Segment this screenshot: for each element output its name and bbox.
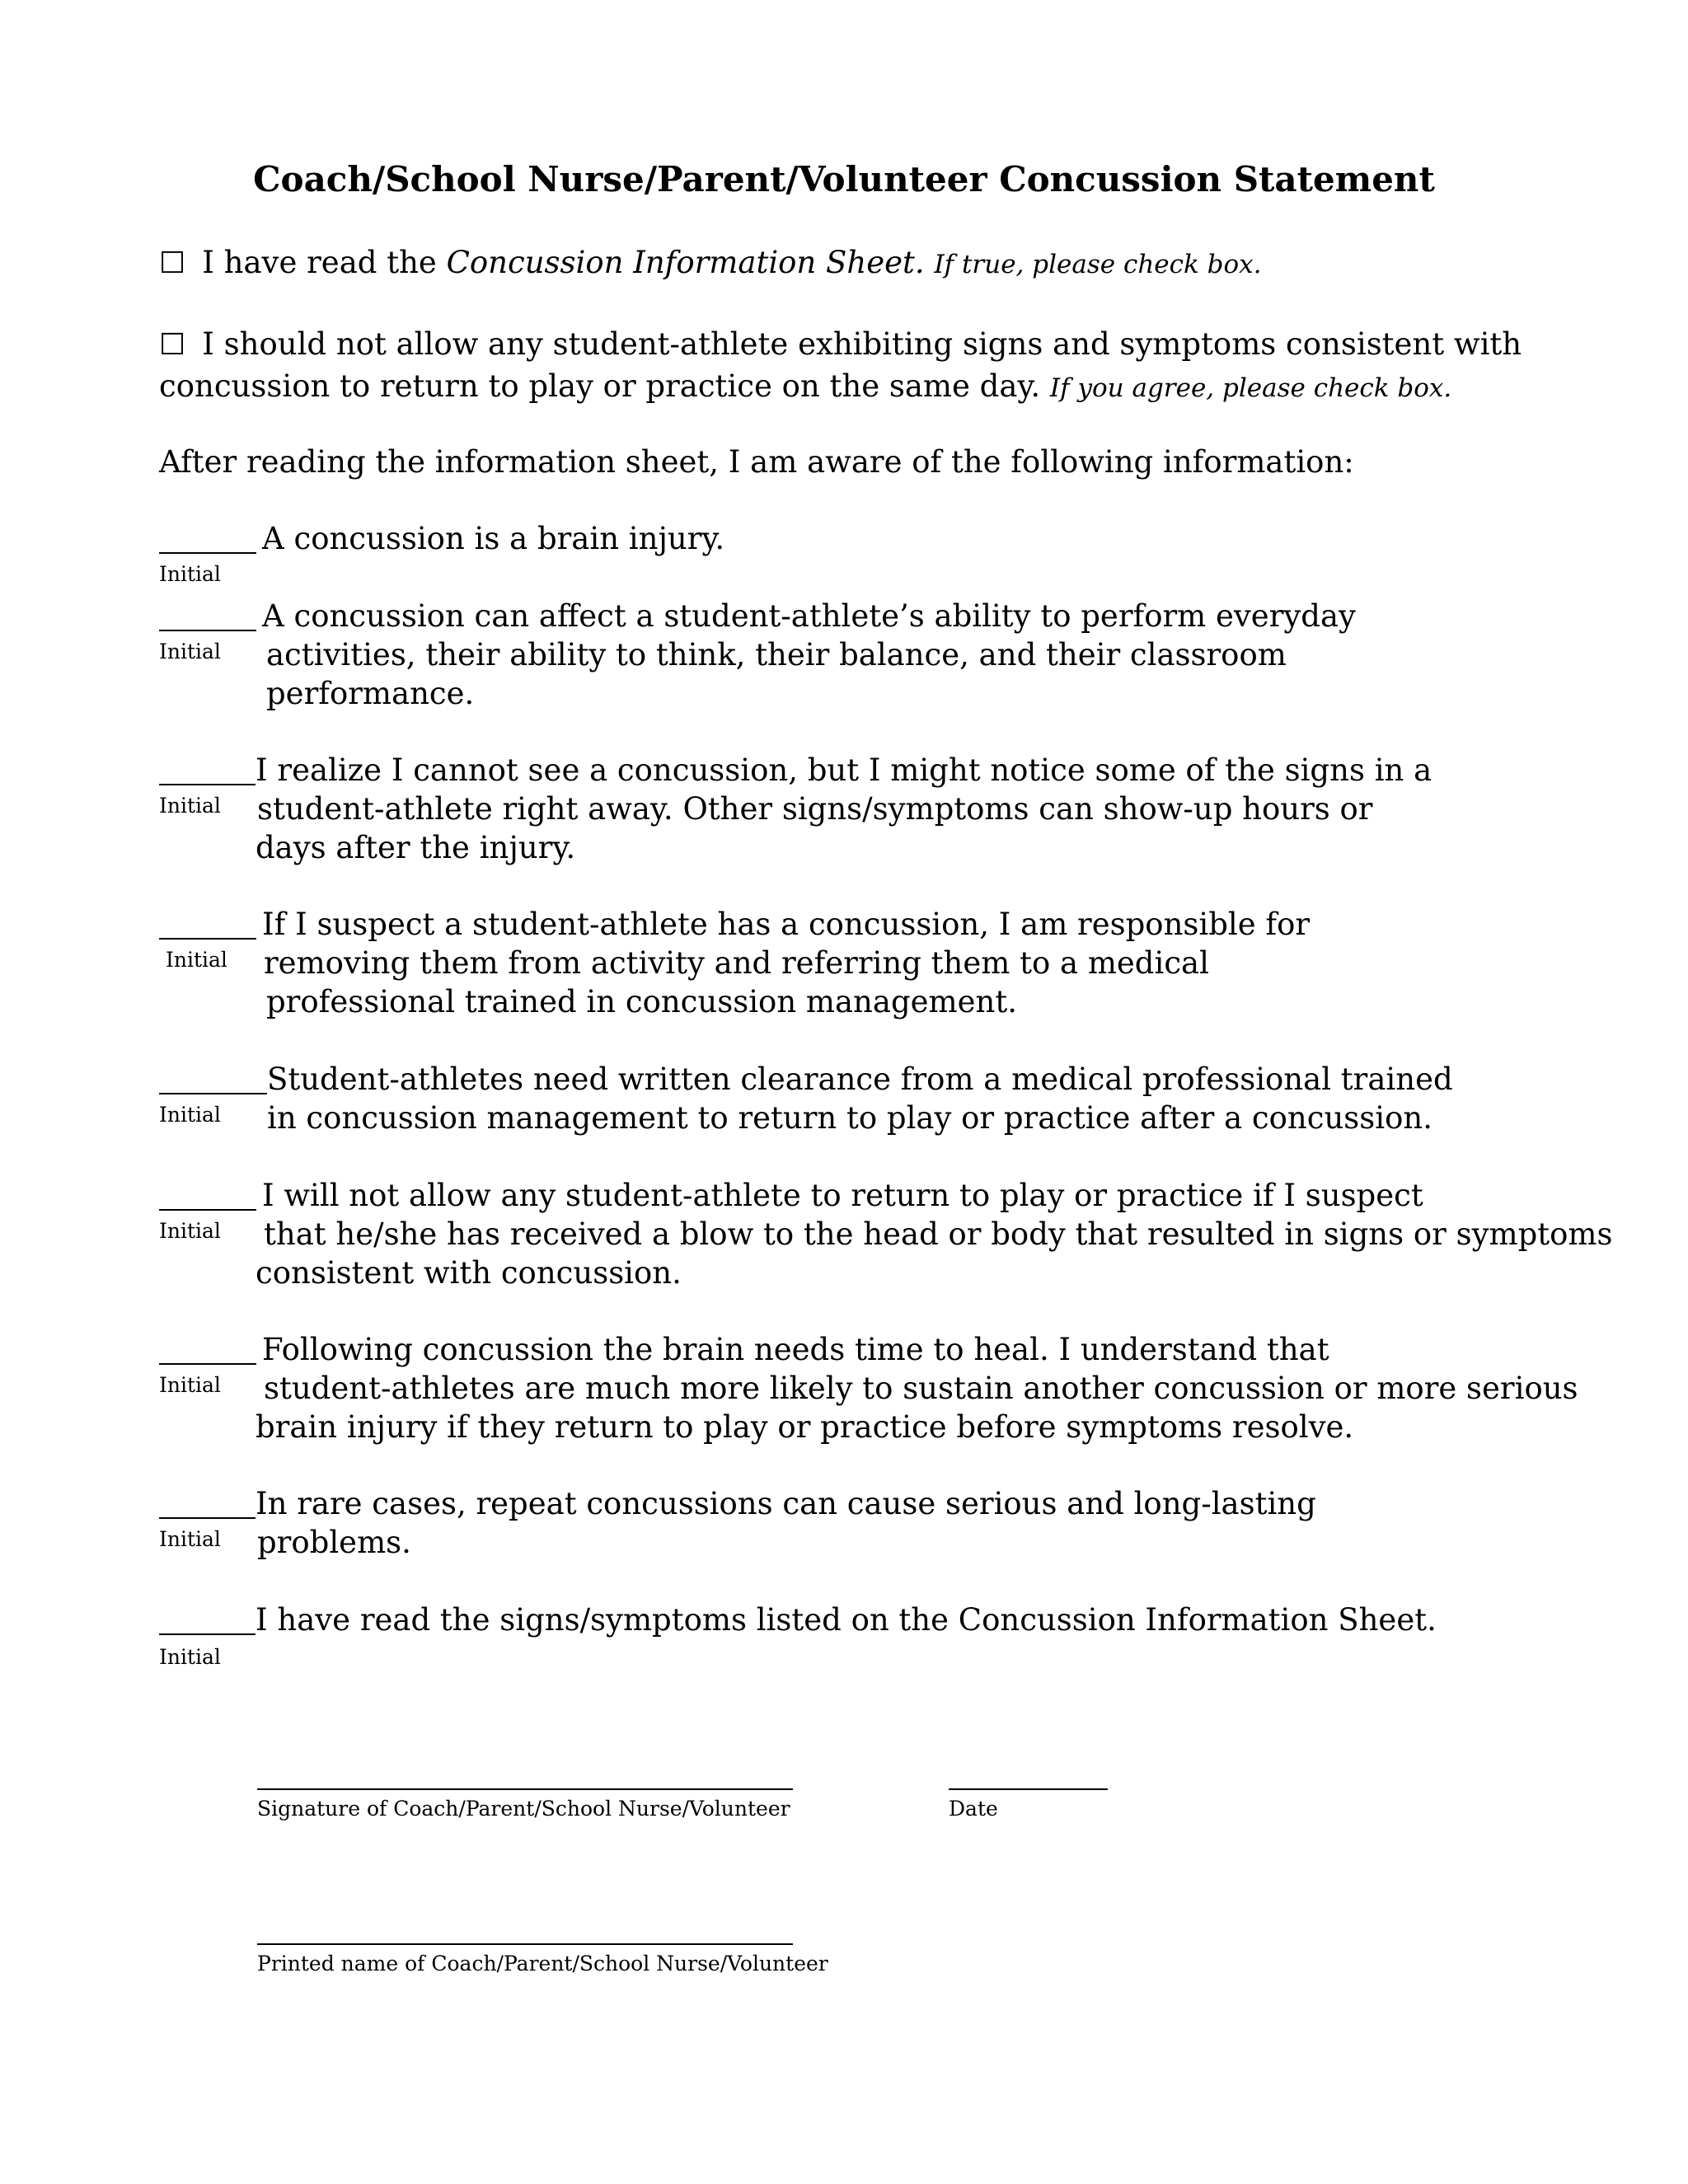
item-text [256,751,1432,867]
initial-blank[interactable] [159,1209,256,1211]
item-text [256,1330,1578,1446]
initial-label: Initial [159,1103,221,1127]
item-line: removing them from activity and referring them to a medical [264,945,1209,981]
item-line: professional trained in concussion management. [266,984,1017,1019]
item-line: brain injury if they return to play or practice before symptoms resolve. [256,1409,1354,1445]
item-line: I have read the signs/symptoms listed on the Concussion Information Sheet. [256,1602,1437,1638]
initial-blank[interactable] [159,1093,267,1094]
checkbox-read-sheet-text: I have read the [202,245,447,280]
printed-name-label: Printed name of Coach/Parent/School Nurse/Volunteer [257,1952,828,1975]
checkbox-read-sheet [159,242,1577,285]
item-line: performance. [266,676,475,711]
item-line: If I suspect a student-athlete has a concussion, I am responsible for [262,907,1311,942]
initial-label: Initial [166,948,227,972]
initial-blank[interactable] [159,784,256,785]
item-line: in concussion management to return to play or practice after a concussion. [267,1100,1432,1136]
checkbox-no-same-day-line2: concussion to return to play or practice on the same day. [159,368,1041,404]
item-line: I realize I cannot see a concussion, but I might notice some of the signs in a [256,752,1432,788]
initial-label: Initial [159,1219,221,1243]
date-field[interactable] [949,1788,1108,1790]
item-line: consistent with concussion. [256,1255,682,1291]
initial-blank[interactable] [159,552,256,554]
checkbox-no-same-day-box[interactable]: ☐ [159,328,186,362]
checkbox-no-same-day-instruction: If you agree, please check box. [1049,373,1452,403]
item-line: Student-athletes need written clearance from a medical professional trained [267,1062,1453,1097]
checkbox-no-same-day-line1: I should not allow any student-athlete exhibiting signs and symptoms consistent with [202,326,1522,362]
item-line: I will not allow any student-athlete to return to play or practice if I suspect [262,1178,1423,1213]
page-title: Coach/School Nurse/Parent/Volunteer Concussion Statement [253,159,1435,199]
initial-blank[interactable] [159,938,256,940]
item-line: In rare cases, repeat concussions can cause serious and long-lasting [256,1486,1316,1521]
item-text [256,1176,1613,1292]
initial-blank[interactable] [159,1363,256,1365]
date-label: Date [949,1797,998,1821]
initial-label: Initial [159,1645,221,1669]
item-line: A concussion can affect a student-athlete’s ability to perform everyday [262,598,1356,634]
intro-text: After reading the information sheet, I am aware of the following information: [159,444,1354,480]
initial-label: Initial [159,562,221,586]
item-line: days after the injury. [256,830,576,865]
checkbox-read-sheet-box[interactable]: ☐ [159,246,186,280]
initial-blank[interactable] [159,1633,256,1635]
item-text [262,597,1356,713]
checkbox-no-same-day [159,324,1577,409]
signature-field[interactable] [257,1788,793,1790]
initial-blank[interactable] [159,1517,256,1519]
item-line: that he/she has received a blow to the head or body that resulted in signs or symptoms [264,1216,1613,1252]
item-text [256,1484,1316,1562]
item-line: student-athlete right away. Other signs/symptoms can show-up hours or [257,791,1373,827]
item-line: student-athletes are much more likely to sustain another concussion or more serious [264,1371,1578,1406]
item-line: activities, their ability to think, their balance, and their classroom [266,637,1287,673]
item-line: Following concussion the brain needs time to heal. I understand that [262,1332,1329,1367]
item-text [256,1601,1437,1639]
item-text [262,519,724,558]
item-line: A concussion is a brain injury. [262,521,725,556]
initial-blank[interactable] [159,630,256,631]
checkbox-read-sheet-instruction: If true, please check box. [934,250,1262,279]
initial-label: Initial [159,794,221,818]
checkbox-read-sheet-italic: Concussion Information Sheet. [446,245,925,280]
item-text [267,1060,1453,1137]
item-text [262,905,1310,1021]
initial-label: Initial [159,1527,221,1551]
printed-name-field[interactable] [257,1943,793,1945]
signature-label: Signature of Coach/Parent/School Nurse/Volunteer [257,1797,790,1821]
initial-label: Initial [159,640,221,663]
initial-label: Initial [159,1373,221,1397]
item-line: problems. [257,1525,411,1560]
